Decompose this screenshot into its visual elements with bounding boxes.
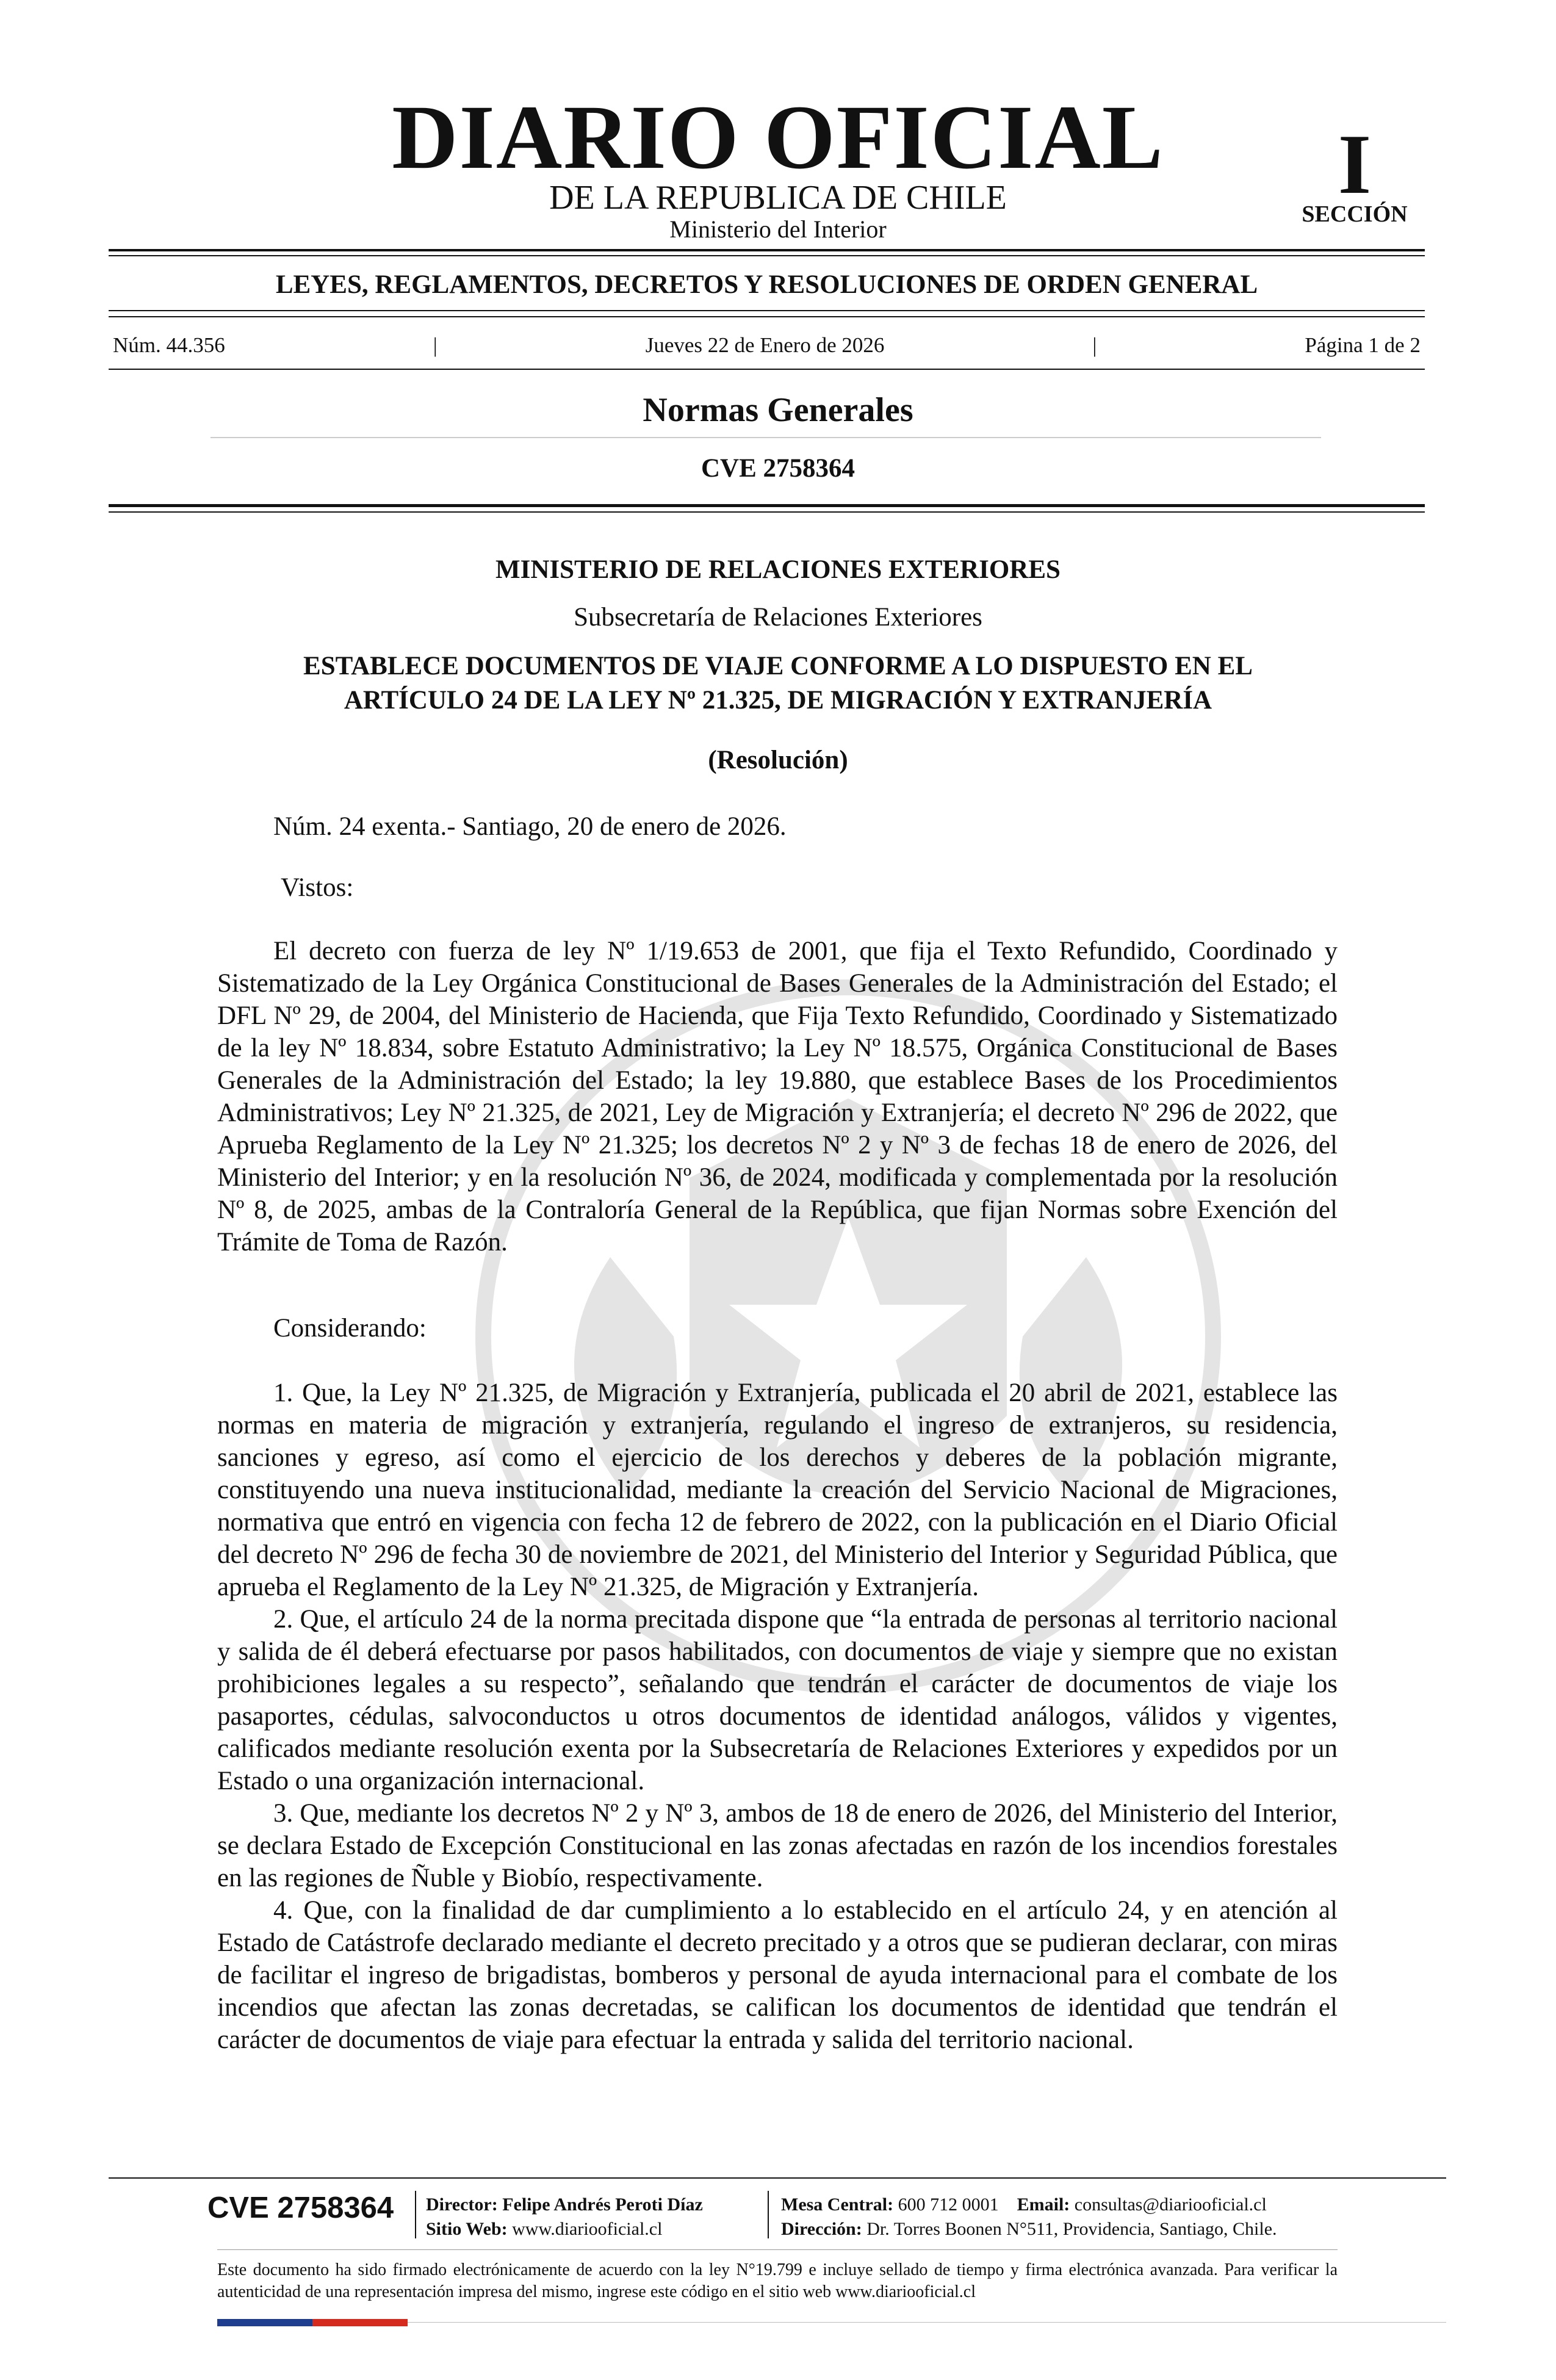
email-label: Email: xyxy=(1017,2194,1070,2215)
issue-separator: | xyxy=(1092,333,1097,357)
flag-strip-red xyxy=(312,2319,408,2326)
vistos-label: Vistos: xyxy=(281,873,354,902)
issue-page: Página 1 de 2 xyxy=(1305,333,1421,357)
cve-rule-thin xyxy=(109,511,1425,513)
document-title-line2: ARTÍCULO 24 DE LA LEY Nº 21.325, DE MIGRACIÓN Y EXTRANJERÍA xyxy=(344,686,1212,715)
issue-bar xyxy=(113,334,1421,356)
footer-rule xyxy=(109,2177,1446,2179)
ministry-heading: MINISTERIO DE RELACIONES EXTERIORES xyxy=(495,555,1061,584)
masthead-rule-thin xyxy=(109,255,1425,256)
mesa-label: Mesa Central: xyxy=(781,2194,894,2215)
masthead-subtitle: DE LA REPUBLICA DE CHILE xyxy=(549,179,1007,217)
section-number: I xyxy=(1338,117,1372,212)
footer-director-block xyxy=(426,2193,703,2241)
laws-banner: LEYES, REGLAMENTOS, DECRETOS Y RESOLUCIONES DE ORDEN GENERAL xyxy=(275,270,1258,299)
flag-strip-blue xyxy=(217,2319,312,2326)
site-label: Sitio Web: xyxy=(426,2219,508,2239)
address-value: Dr. Torres Boonen N°511, Providencia, Santiago, Chile. xyxy=(866,2219,1277,2239)
document-type: (Resolución) xyxy=(708,746,848,774)
masthead-ministry: Ministerio del Interior xyxy=(669,215,887,243)
subsecretaria-heading: Subsecretaría de Relaciones Exteriores xyxy=(574,603,982,632)
considerando-paragraph: 4. Que, con la finalidad de dar cumplimiento a lo establecido en el artículo 24, y en atención al Estado de Catástrofe declarado mediante el decreto precitado y a otros que se pudieran declarar, con miras de facilitar el ingreso de brigadistas, bomberos y personal de ayuda internacional para el combate de los incendios que afectan las zonas decretadas, se califican los documentos de identidad que tendrán el carácter de documentos de viaje para efectuar la entrada y salida del territorio nacional. xyxy=(217,1896,1338,2054)
footer-verification-note: Este documento ha sido firmado electrónicamente de acuerdo con la ley N°19.799 e incluye sellado de tiempo y firma electrónica avanzada. Para verificar la autenticidad de una representación impresa del mismo, ingrese este código en el sitio web www.diariooficial.cl xyxy=(217,2260,1338,2301)
footer-contact-block xyxy=(781,2193,1277,2241)
address-label: Dirección: xyxy=(781,2219,862,2239)
footer-separator xyxy=(768,2191,769,2238)
flag-strip-line xyxy=(408,2322,1446,2323)
banner-rule-2 xyxy=(109,316,1425,317)
site-link[interactable]: www.diariooficial.cl xyxy=(512,2219,663,2239)
cve-code: CVE 2758364 xyxy=(701,454,855,483)
section-label: SECCIÓN xyxy=(1302,201,1408,227)
issue-rule xyxy=(109,369,1425,370)
footer-note-rule xyxy=(217,2249,1338,2250)
category-divider xyxy=(211,437,1321,438)
considerando-label: Considerando: xyxy=(273,1314,427,1343)
issue-number: Núm. 44.356 xyxy=(113,333,225,357)
mesa-value: 600 712 0001 xyxy=(898,2194,999,2215)
considerando-paragraph: 1. Que, la Ley Nº 21.325, de Migración y Extranjería, publicada el 20 abril de 2021, establece las normas en materia de migración y extranjería, regulando el ingreso de extranjeros, su residencia, sanciones y egreso, así como el ejercicio de los derechos y deberes de la población migrante, constituyendo una nueva institucionalidad, mediante la creación del Servicio Nacional de Migraciones, normativa que entró en vigencia con fecha 12 de febrero de 2022, con la publicación en el Diario Oficial del decreto Nº 296 de fecha 30 de noviembre de 2021, del Ministerio del Interior y Seguridad Pública, que aprueba el Reglamento de la Ley Nº 21.325, de Migración y Extranjería. xyxy=(217,1379,1338,1601)
footer-cve-code: CVE 2758364 xyxy=(207,2191,394,2224)
banner-rule xyxy=(109,310,1425,311)
considerando-paragraph: 2. Que, el artículo 24 de la norma precitada dispone que “la entrada de personas al territorio nacional y salida de él deberá efectuarse por pasos habilitados, con documentos de viaje y siempre que no existan prohibiciones legales a su respecto”, señalando que tendrán el carácter de documentos de viaje los pasaportes, cédulas, salvoconductos u otros documentos de identidad análogos, válidos y vigentes, calificados mediante resolución exenta por la Subsecretaría de Relaciones Exteriores y expedidos por un Estado o una organización internacional. xyxy=(217,1605,1338,1795)
director-label: Director: xyxy=(426,2194,498,2215)
considerando-paragraph: 3. Que, mediante los decretos Nº 2 y Nº 3, ambos de 18 de enero de 2026, del Ministerio del Interior, se declara Estado de Excepción Constitucional en las zonas afectadas en razón de los incendios forestales en las regiones de Ñuble y Biobío, respectivamente. xyxy=(217,1799,1338,1892)
masthead-rule xyxy=(109,249,1425,251)
masthead-title: DIARIO OFICIAL xyxy=(392,87,1164,188)
director-value: Felipe Andrés Peroti Díaz xyxy=(502,2194,703,2215)
category-title: Normas Generales xyxy=(643,391,913,429)
footer-separator xyxy=(415,2191,416,2238)
resolution-number: Núm. 24 exenta.- Santiago, 20 de enero de 2026. xyxy=(273,812,787,841)
considerandos-list xyxy=(217,1377,1338,2056)
cve-rule xyxy=(109,504,1425,507)
issue-separator: | xyxy=(433,333,438,357)
document-title-line1: ESTABLECE DOCUMENTOS DE VIAJE CONFORME A LO DISPUESTO EN EL xyxy=(303,652,1253,680)
issue-date: Jueves 22 de Enero de 2026 xyxy=(645,333,885,357)
email-link[interactable]: consultas@diariooficial.cl xyxy=(1074,2194,1267,2215)
vistos-paragraph: El decreto con fuerza de ley Nº 1/19.653 de 2001, que fija el Texto Refundido, Coordinado y Sistematizado de la Ley Orgánica Constitucional de Bases Generales de la Administración del Estado; el DFL Nº 29, de 2004, del Ministerio de Hacienda, que Fija Texto Refundido, Coordinado y Sistematizado de la ley Nº 18.834, sobre Estatuto Administrativo; la Ley Nº 18.575, Orgánica Constitucional de Bases Generales de la Administración del Estado; la ley 19.880, que establece Bases de los Procedimientos Administrativos; Ley Nº 21.325, de 2021, Ley de Migración y Extranjería; el decreto Nº 296 de 2022, que Aprueba Reglamento de la Ley Nº 21.325; los decretos Nº 2 y Nº 3 de fechas 18 de enero de 2026, del Ministerio del Interior; y en la resolución Nº 36, de 2024, modificada y complementada por la resolución Nº 8, de 2025, ambas de la Contraloría General de la República, que fijan Normas sobre Exención del Trámite de Toma de Razón. xyxy=(217,937,1338,1257)
